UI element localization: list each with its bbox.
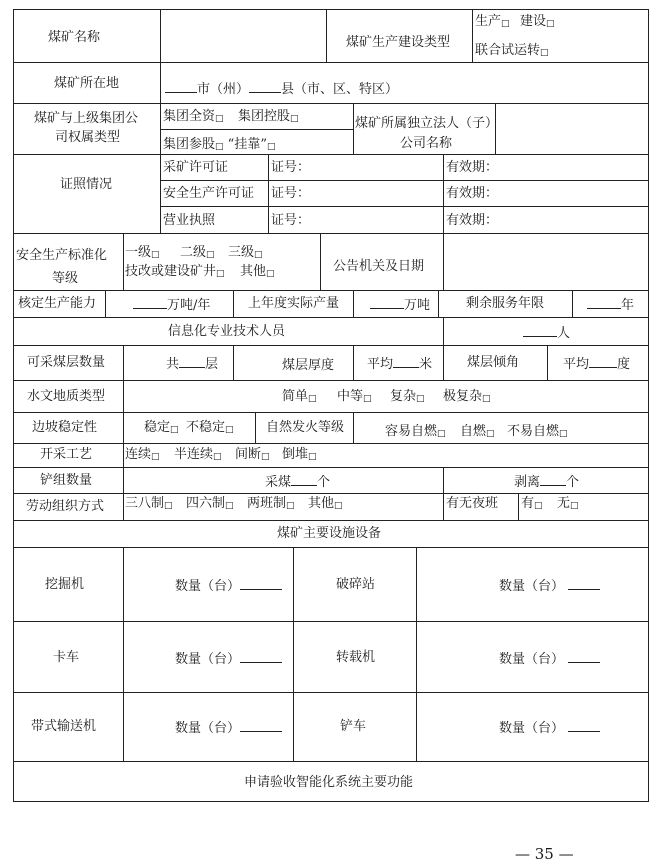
blank-line[interactable] — [291, 473, 317, 486]
it-staff-label: 信息化专业技术人员 — [168, 324, 286, 339]
col-divider — [160, 62, 161, 103]
capacity-label: 核定生产能力 — [18, 296, 97, 311]
row-divider — [13, 317, 649, 318]
row-divider — [13, 493, 649, 494]
seams-label: 可采煤层数量 — [27, 355, 106, 370]
ownership-label-2: 司权属类型 — [55, 130, 121, 145]
checkbox[interactable]: □ — [216, 269, 225, 279]
opt-hydro-simple[interactable]: 简单□ — [282, 389, 317, 404]
col-divider — [547, 345, 548, 380]
equipment-name: 带式输送机 — [31, 719, 97, 734]
license-number-field[interactable]: 证号： — [271, 186, 311, 201]
mine-name-field[interactable] — [161, 10, 325, 61]
opt-hydro-very-complex[interactable]: 极复杂□ — [443, 389, 491, 404]
opt-trial-run[interactable]: 联合试运转□ — [475, 43, 549, 58]
row-divider — [13, 62, 649, 63]
opt-group-share[interactable]: 集团参股□ “挂靠”□ — [163, 137, 276, 152]
opt-hydro-complex[interactable]: 复杂□ — [390, 389, 425, 404]
col-divider — [123, 493, 124, 520]
opt-four-six[interactable]: 四六制□ — [186, 496, 234, 511]
opt-standard-other[interactable]: 其他□ — [240, 264, 275, 279]
blank-line[interactable] — [589, 355, 617, 368]
opt-level1[interactable]: 一级□ — [125, 245, 160, 260]
opt-stable[interactable]: 稳定□ — [144, 420, 179, 435]
col-divider — [353, 290, 354, 317]
opt-dump[interactable]: 倒堆□ — [282, 447, 317, 462]
checkbox[interactable]: □ — [501, 19, 510, 29]
opt-intermittent[interactable]: 间断□ — [235, 447, 270, 462]
col-divider — [123, 412, 124, 443]
checkbox[interactable]: □ — [334, 501, 343, 511]
col-divider — [443, 467, 444, 493]
legal-person-label: 煤矿所属独立法人（子） — [355, 116, 499, 131]
night-shift-label: 有无夜班 — [446, 496, 499, 511]
remaining-label: 剩余服务年限 — [466, 296, 545, 311]
blank-line[interactable] — [240, 650, 282, 663]
opt-continuous[interactable]: 连续□ — [125, 447, 160, 462]
equipment-qty-field[interactable]: 数量（台） — [499, 719, 600, 736]
checkbox[interactable]: □ — [261, 452, 270, 462]
build-type-label: 煤矿生产建设类型 — [346, 35, 451, 50]
equipment-qty-field[interactable]: 数量（台） — [499, 577, 600, 594]
checkbox[interactable]: □ — [546, 19, 555, 29]
functions-title: 申请验收智能化系统主要功能 — [244, 775, 414, 790]
opt-easy-fire[interactable]: 容易自燃□ — [385, 424, 446, 439]
blank-line[interactable] — [568, 650, 600, 663]
page-number: — 35 — — [515, 845, 574, 863]
equipment-name: 铲车 — [340, 719, 367, 734]
blank-line[interactable] — [240, 719, 282, 732]
license-valid-field[interactable]: 有效期： — [446, 160, 499, 175]
shovel-label: 铲组数量 — [40, 473, 93, 488]
row-divider — [160, 129, 353, 130]
blank-line[interactable] — [523, 324, 557, 337]
col-divider — [443, 345, 444, 380]
opt-production[interactable]: 生产□ — [475, 14, 510, 29]
row-divider — [13, 761, 649, 762]
blank-line[interactable] — [133, 296, 167, 309]
checkbox[interactable]: □ — [266, 269, 275, 279]
blank-line[interactable] — [587, 296, 621, 309]
license-name: 安全生产许可证 — [163, 186, 255, 201]
row-divider — [13, 467, 649, 468]
notice-label: 公告机关及日期 — [333, 259, 425, 274]
row-divider — [13, 290, 649, 291]
row-divider — [13, 520, 649, 521]
row-divider — [160, 206, 649, 207]
opt-group-control[interactable]: 集团控股□ — [238, 109, 299, 124]
opt-level3[interactable]: 三级□ — [228, 245, 263, 260]
checkbox[interactable]: □ — [215, 142, 224, 152]
remaining-field[interactable]: 年 — [587, 296, 634, 313]
checkbox[interactable]: □ — [308, 394, 317, 404]
col-divider — [123, 380, 124, 412]
col-divider — [443, 317, 444, 345]
opt-construction[interactable]: 建设□ — [520, 14, 555, 29]
checkbox[interactable]: □ — [486, 429, 495, 439]
checkbox[interactable]: □ — [215, 114, 224, 124]
col-divider — [443, 154, 444, 233]
col-divider — [268, 154, 269, 233]
license-valid-field[interactable]: 有效期： — [446, 213, 499, 228]
standard-label: 安全生产标准化 — [16, 248, 108, 263]
ownership-label: 煤矿与上级集团公 — [34, 111, 139, 126]
checkbox[interactable]: □ — [151, 452, 160, 462]
checkbox[interactable]: □ — [151, 250, 160, 260]
equipment-qty-field[interactable]: 数量（台） — [175, 577, 282, 594]
row-divider — [13, 345, 649, 346]
capacity-field[interactable]: 万吨/年 — [133, 296, 210, 313]
col-divider — [326, 9, 327, 62]
legal-person-field[interactable] — [496, 104, 648, 153]
hydro-label: 水文地质类型 — [27, 389, 106, 404]
row-divider — [160, 180, 649, 181]
opt-no-fire[interactable]: 不易自燃□ — [507, 424, 568, 439]
opt-night-yes[interactable]: 有□ — [521, 496, 543, 511]
blank-line[interactable] — [179, 355, 205, 368]
checkbox[interactable]: □ — [286, 501, 295, 511]
blank-line[interactable] — [540, 473, 566, 486]
checkbox[interactable]: □ — [266, 142, 276, 152]
col-divider — [123, 443, 124, 467]
thickness-label: 煤层厚度 — [282, 358, 335, 373]
dip-label: 煤层倾角 — [467, 355, 520, 370]
checkbox[interactable]: □ — [363, 394, 372, 404]
col-divider — [160, 154, 161, 233]
checkbox[interactable]: □ — [254, 250, 263, 260]
strip-shovel-field[interactable]: 剥离 个 — [514, 475, 580, 490]
equipment-section-title: 煤矿主要设施设备 — [277, 526, 382, 541]
functions-field[interactable] — [14, 795, 648, 801]
col-divider — [416, 547, 417, 761]
coal-shovel-field[interactable]: 采煤 个 — [265, 475, 331, 490]
opt-semi[interactable]: 半连续□ — [174, 447, 222, 462]
opt-labor-other[interactable]: 其他□ — [308, 496, 343, 511]
fire-label: 自然发火等级 — [266, 420, 345, 435]
col-divider — [320, 233, 321, 290]
row-divider — [13, 380, 649, 381]
col-divider — [160, 103, 161, 154]
location-city[interactable]: 市（州） 县（市、区、特区） — [165, 80, 398, 97]
opt-level2[interactable]: 二级□ — [180, 245, 215, 260]
seams-field[interactable]: 共 层 — [166, 357, 219, 372]
opt-group-full[interactable]: 集团全资□ — [163, 109, 224, 124]
col-divider — [233, 290, 234, 317]
license-name: 营业执照 — [163, 213, 216, 228]
checkbox[interactable]: □ — [437, 429, 446, 439]
checkbox[interactable]: □ — [225, 501, 234, 511]
last-year-field[interactable]: 万吨 — [370, 296, 430, 313]
checkbox[interactable]: □ — [482, 394, 491, 404]
blank-line[interactable] — [568, 719, 600, 732]
col-divider — [518, 493, 519, 520]
blank-line[interactable] — [240, 577, 282, 590]
mining-label: 开采工艺 — [40, 447, 93, 462]
equipment-qty-field[interactable]: 数量（台） — [175, 650, 282, 667]
it-staff-field[interactable]: 人 — [523, 324, 570, 341]
labor-label: 劳动组织方式 — [26, 499, 105, 514]
checkbox[interactable]: □ — [534, 501, 543, 511]
equipment-qty-field[interactable]: 数量（台） — [175, 719, 282, 736]
checkbox[interactable]: □ — [540, 48, 549, 58]
row-divider — [13, 412, 649, 413]
col-divider — [353, 103, 354, 154]
equipment-qty-field[interactable]: 数量（台） — [499, 650, 600, 667]
standard-label-2: 等级 — [52, 271, 79, 286]
licenses-label: 证照情况 — [60, 177, 113, 192]
blank-line[interactable] — [568, 577, 600, 590]
license-number-field[interactable]: 证号： — [271, 160, 311, 175]
col-divider — [353, 412, 354, 443]
opt-hydro-medium[interactable]: 中等□ — [337, 389, 372, 404]
checkbox[interactable]: □ — [170, 425, 179, 435]
license-name: 采矿许可证 — [163, 160, 229, 175]
col-divider — [105, 290, 106, 317]
row-divider — [13, 621, 649, 622]
checkbox[interactable]: □ — [206, 250, 215, 260]
equipment-name: 破碎站 — [336, 577, 376, 592]
equipment-name: 转载机 — [336, 650, 376, 665]
checkbox[interactable]: □ — [225, 425, 234, 435]
license-number-field[interactable]: 证号： — [271, 213, 311, 228]
col-divider — [572, 290, 573, 317]
legal-person-label-2: 公司名称 — [400, 136, 453, 151]
col-divider — [123, 547, 124, 761]
row-divider — [13, 547, 649, 548]
slope-label: 边坡稳定性 — [32, 420, 98, 435]
notice-field[interactable] — [444, 234, 648, 289]
dip-field[interactable]: 平均 度 — [563, 357, 631, 372]
mine-name-label: 煤矿名称 — [48, 30, 101, 45]
checkbox[interactable]: □ — [559, 429, 568, 439]
blank-line[interactable] — [165, 80, 197, 93]
last-year-label: 上年度实际产量 — [248, 296, 340, 311]
checkbox[interactable]: □ — [308, 452, 317, 462]
opt-three-eight[interactable]: 三八制□ — [125, 496, 173, 511]
location-label: 煤矿所在地 — [54, 76, 120, 91]
opt-fire[interactable]: 自燃□ — [460, 424, 495, 439]
equipment-name: 卡车 — [53, 650, 80, 665]
col-divider — [293, 547, 294, 761]
row-divider — [13, 692, 649, 693]
col-divider — [255, 412, 256, 443]
col-divider — [233, 345, 234, 380]
col-divider — [353, 345, 354, 380]
opt-night-no[interactable]: 无□ — [557, 496, 579, 511]
blank-line[interactable] — [370, 296, 404, 309]
col-divider — [123, 467, 124, 493]
col-divider — [472, 9, 473, 62]
license-valid-field[interactable]: 有效期： — [446, 186, 499, 201]
thickness-field[interactable]: 平均 米 — [367, 357, 433, 372]
col-divider — [123, 345, 124, 380]
blank-line[interactable] — [249, 80, 281, 93]
checkbox[interactable]: □ — [570, 501, 579, 511]
opt-two-shift[interactable]: 两班制□ — [247, 496, 295, 511]
col-divider — [123, 233, 124, 290]
checkbox[interactable]: □ — [416, 394, 425, 404]
row-divider — [13, 154, 649, 155]
opt-unstable[interactable]: 不稳定□ — [186, 420, 234, 435]
blank-line[interactable] — [393, 355, 419, 368]
row-divider — [13, 443, 649, 444]
checkbox[interactable]: □ — [213, 452, 222, 462]
col-divider — [443, 493, 444, 520]
checkbox[interactable]: □ — [164, 501, 173, 511]
checkbox[interactable]: □ — [290, 114, 299, 124]
opt-renovate[interactable]: 技改或建设矿井□ — [125, 264, 225, 279]
col-divider — [438, 290, 439, 317]
equipment-name: 挖掘机 — [45, 577, 85, 592]
